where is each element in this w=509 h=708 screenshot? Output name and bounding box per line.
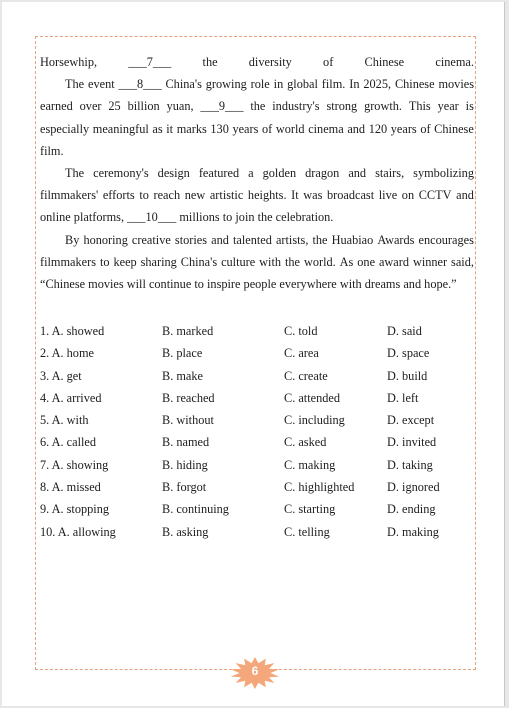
passage-word: over: [79, 99, 102, 114]
option-row: [40, 476, 470, 498]
option-b: B. reached: [162, 390, 215, 405]
option-c: C. starting: [284, 502, 336, 517]
passage-word: artistic: [209, 188, 244, 203]
passage-word: online platforms, ___10___ millions to join the celebration.: [40, 210, 334, 225]
option-d: D. making: [387, 524, 439, 539]
passage-line: [40, 95, 474, 117]
passage-word: years: [390, 121, 417, 136]
passage-word: years: [232, 121, 259, 136]
passage-word: 2025,: [363, 77, 392, 92]
option-d: D. left: [387, 390, 419, 405]
option-row: [40, 365, 470, 387]
passage-word: The: [65, 77, 85, 92]
passage-word: billion: [127, 99, 160, 114]
option-c: C. told: [284, 324, 318, 338]
passage-word: the: [250, 99, 266, 114]
passage-word: 120: [368, 121, 388, 136]
passage-line: [40, 273, 474, 295]
passage-word: yuan,: [166, 99, 194, 114]
passage-word: event: [88, 77, 115, 92]
option-c: C. making: [284, 457, 336, 472]
passage-line: [40, 229, 474, 251]
option-a: 1. A. showed: [40, 324, 105, 338]
passage-word: with: [259, 254, 282, 269]
option-a: 8. A. missed: [40, 480, 101, 495]
option-row: [40, 454, 470, 476]
option-c: C. attended: [284, 390, 341, 405]
option-a: 3. A. get: [40, 368, 82, 383]
option-row: [40, 521, 470, 543]
passage-word: honoring: [83, 232, 128, 247]
passage-word: creative: [131, 232, 171, 247]
option-row: [40, 498, 470, 520]
option-d: D. space: [387, 346, 430, 361]
passage-line: [40, 184, 474, 206]
passage-word: symbolizing: [413, 165, 474, 180]
option-a: 6. A. called: [40, 435, 97, 450]
passage-word: and: [347, 121, 366, 136]
passage-word: one: [357, 254, 376, 269]
passage-word: live: [378, 188, 398, 203]
option-row: [40, 342, 470, 364]
passage-line: [40, 118, 474, 140]
passage-word: of: [323, 55, 334, 69]
passage-line: [40, 206, 474, 228]
passage-word: the: [284, 254, 301, 269]
option-b: B. marked: [162, 324, 214, 338]
passage-word: By: [65, 232, 80, 247]
passage-word: cinema: [308, 121, 344, 136]
passage-word: The: [65, 165, 85, 180]
option-b: B. continuing: [162, 502, 229, 517]
passage-word: as: [152, 121, 163, 136]
passage-word: 130: [210, 121, 229, 136]
passage-word: stairs,: [375, 165, 405, 180]
passage-word: It: [291, 188, 299, 203]
passage-word: 25: [108, 99, 121, 114]
passage-word: and: [456, 188, 474, 203]
passage-word: keep: [113, 254, 137, 269]
passage-word: Awards: [377, 232, 415, 247]
passage-word: world.: [303, 254, 336, 269]
passage-word: ___9___: [200, 99, 244, 114]
passage-word: This: [408, 99, 431, 114]
passage-word: film.: [40, 143, 64, 158]
passage-word: As: [339, 254, 354, 269]
passage-word: efforts: [102, 188, 135, 203]
passage-word: earned: [40, 99, 73, 114]
passage-word: year: [437, 99, 459, 114]
option-d: D. taking: [387, 457, 433, 472]
option-b: B. without: [162, 413, 214, 428]
option-c: C. asked: [284, 435, 327, 450]
passage-word: featured: [198, 165, 240, 180]
passage-word: China's: [165, 77, 202, 92]
option-b: B. place: [162, 346, 203, 361]
passage-word: in: [273, 77, 284, 92]
passage-word: and: [348, 165, 367, 180]
option-c: C. highlighted: [284, 480, 355, 495]
passage-word: sharing: [140, 254, 177, 269]
passage-word: the: [202, 55, 218, 69]
passage-word: world: [275, 121, 305, 136]
passage-word: cinema.: [435, 55, 474, 69]
option-a: 9. A. stopping: [40, 502, 110, 517]
option-d: D. except: [387, 413, 435, 428]
page-number-badge: [227, 656, 283, 690]
passage-word: heights.: [247, 188, 287, 203]
passage-word: growing: [205, 77, 247, 92]
passage-line: [40, 251, 474, 273]
option-a: 10. A. allowing: [40, 524, 116, 539]
option-c: C. create: [284, 368, 328, 383]
passage-word: filmmakers: [40, 254, 97, 269]
page-number: 6: [251, 664, 259, 678]
passage-word: Chinese: [434, 121, 474, 136]
passage-word: of: [262, 121, 273, 136]
passage-word: ___8___: [118, 77, 162, 92]
passage-word: China's: [180, 254, 218, 269]
passage-word: especially: [40, 121, 90, 136]
passage-word: and: [211, 232, 229, 247]
passage-word: Chinese: [364, 55, 405, 69]
option-d: D. invited: [387, 435, 437, 450]
passage-word: Chinese: [394, 77, 435, 92]
passage-word: culture: [221, 254, 256, 269]
passage-word: movies: [438, 77, 474, 92]
passage-word: talented: [232, 232, 272, 247]
option-d: D. said: [387, 324, 422, 338]
option-a: 2. A. home: [40, 346, 94, 361]
option-a: 7. A. showing: [40, 457, 109, 472]
passage-line: [40, 140, 474, 162]
option-a: 5. A. with: [40, 413, 89, 428]
passage-word: said,: [451, 254, 474, 269]
option-b: B. forgot: [162, 480, 207, 495]
passage-word: to: [99, 254, 110, 269]
passage-word: Huabiao: [331, 232, 374, 247]
option-c: C. telling: [284, 524, 330, 539]
passage-word: stories: [174, 232, 208, 247]
option-row: [40, 387, 470, 409]
document-page: [2, 2, 505, 706]
option-c: C. including: [284, 413, 345, 428]
option-row: [40, 409, 470, 431]
passage-word: film.: [321, 77, 346, 92]
passage-word: role: [250, 77, 270, 92]
passage-word: industry's: [272, 99, 320, 114]
passage-word: CCTV: [418, 188, 452, 203]
passage-word: ___7___: [128, 55, 172, 69]
passage-word: design: [157, 165, 190, 180]
passage-word: dragon: [305, 165, 340, 180]
option-b: B. named: [162, 435, 210, 450]
option-d: D. build: [387, 368, 428, 383]
passage-word: marks: [176, 121, 207, 136]
option-d: D. ignored: [387, 480, 440, 495]
passage-word: golden: [262, 165, 297, 180]
passage-word: In: [349, 77, 360, 92]
passage-word: is: [465, 99, 474, 114]
passage-word: award: [378, 254, 410, 269]
passage-word: encourages: [418, 232, 474, 247]
passage-word: to: [139, 188, 149, 203]
options-table: [40, 320, 470, 543]
passage-word: growth.: [364, 99, 402, 114]
passage-word: it: [166, 121, 174, 136]
option-b: B. asking: [162, 524, 209, 539]
passage-text: [40, 51, 474, 295]
passage-line: [40, 51, 474, 73]
passage-word: strong: [326, 99, 358, 114]
passage-word: broadcast: [327, 188, 375, 203]
passage-word: meaningful: [92, 121, 149, 136]
option-row: [40, 320, 470, 342]
passage-word: of: [420, 121, 431, 136]
passage-word: ceremony's: [93, 165, 149, 180]
option-a: 4. A. arrived: [40, 390, 102, 405]
passage-word: the: [312, 232, 328, 247]
passage-word: new: [184, 188, 206, 203]
passage-word: a: [248, 165, 254, 180]
passage-word: diversity: [248, 55, 292, 69]
passage-word: filmmakers': [40, 188, 99, 203]
passage-word: Horsewhip,: [40, 55, 98, 69]
passage-line: [40, 162, 474, 184]
option-b: B. make: [162, 368, 203, 383]
passage-word: artists,: [275, 232, 309, 247]
passage-word: global: [287, 77, 318, 92]
passage-line: [40, 73, 474, 95]
option-b: B. hiding: [162, 457, 208, 472]
option-d: D. ending: [387, 502, 436, 517]
passage-word: “Chinese movies will continue to inspire people everywhere with dreams and hope.”: [40, 276, 457, 291]
passage-word: on: [401, 188, 415, 203]
passage-word: was: [303, 188, 323, 203]
option-row: [40, 431, 470, 453]
option-c: C. area: [284, 346, 319, 361]
passage-word: winner: [412, 254, 448, 269]
passage-word: reach: [153, 188, 181, 203]
